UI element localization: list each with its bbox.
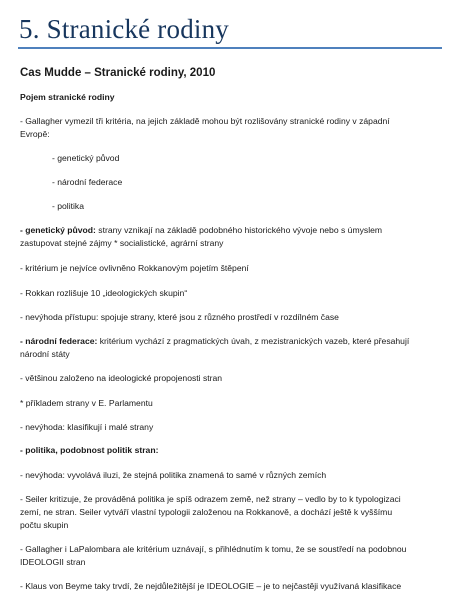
paragraph-line: - Rokkan rozlišuje 10 „ideologických skupin“ <box>20 288 188 298</box>
subheading: Cas Mudde – Stranické rodiny, 2010 <box>20 67 216 79</box>
paragraph-line: - Gallagher vymezil tři kritéria, na jejich základě mohou být rozlišovány stranické rodiny v západní <box>20 116 390 126</box>
paragraph-line: - nevýhoda: klasifikují i malé strany <box>20 422 154 432</box>
criteria-item: - genetický původ <box>52 153 120 163</box>
paragraph-line <box>20 224 438 237</box>
term-label: - genetický původ: <box>20 225 96 235</box>
section-title: Pojem stranické rodiny <box>20 92 115 102</box>
paragraph-line: - Gallagher i LaPalombara ale kritérium uznávají, s přihlédnutím k tomu, že se soustředí na podobnou <box>20 544 407 554</box>
paragraph-line: - Klaus von Beyme taky trvdí, že nejdůležitější je IDEOLOGIE – je to nejčastěji využívaná klasifikace <box>20 581 402 591</box>
paragraph-line: počtu skupin <box>20 520 69 530</box>
paragraph-line: - většinou založeno na ideologické propojenosti stran <box>20 373 223 383</box>
heading-underline <box>18 47 442 49</box>
paragraph-line: zemí, ne stran. Seiler vytváří vlastní typologii založenou na Rokkanově, a dochází ještě k vyššímu <box>20 507 393 517</box>
paragraph-line <box>20 335 438 348</box>
paragraph-line: * příkladem strany v E. Parlamentu <box>20 398 153 408</box>
paragraph-text: strany vznikají na základě podobného historického vývoje nebo s úmyslem <box>95 225 383 235</box>
paragraph-line: IDEOLOGII stran <box>20 557 86 567</box>
paragraph-line: národní státy <box>20 349 70 359</box>
criteria-item: - národní federace <box>52 177 123 187</box>
paragraph-text: kritérium vychází z pragmatických úvah, z mezistranických vazeb, které přesahují <box>97 336 410 346</box>
paragraph-line: - nevýhoda: vyvolává iluzi, že stejná politika znamená to samé v různých zemích <box>20 470 327 480</box>
chapter-heading: 5. Stranické rodiny <box>19 14 230 44</box>
term-label: - národní federace: <box>20 336 98 346</box>
paragraph-line: - Seiler kritizuje, že prováděná politika je spíš odrazem země, než strany – vedlo by to k typologizaci <box>20 494 401 504</box>
paragraph-line: - nevýhoda přístupu: spojuje strany, které jsou z různého prostředí v rozdílném čase <box>20 312 339 322</box>
paragraph-line: Evropě: <box>20 129 50 139</box>
criteria-item: - politika <box>52 201 84 211</box>
paragraph-line: - kritérium je nejvíce ovlivněno Rokkanovým pojetím štěpení <box>20 263 249 273</box>
paragraph-line: - politika, podobnost politik stran: <box>20 445 159 455</box>
paragraph-line: zastupovat stejné zájmy * socialistické, agrární strany <box>20 238 224 248</box>
